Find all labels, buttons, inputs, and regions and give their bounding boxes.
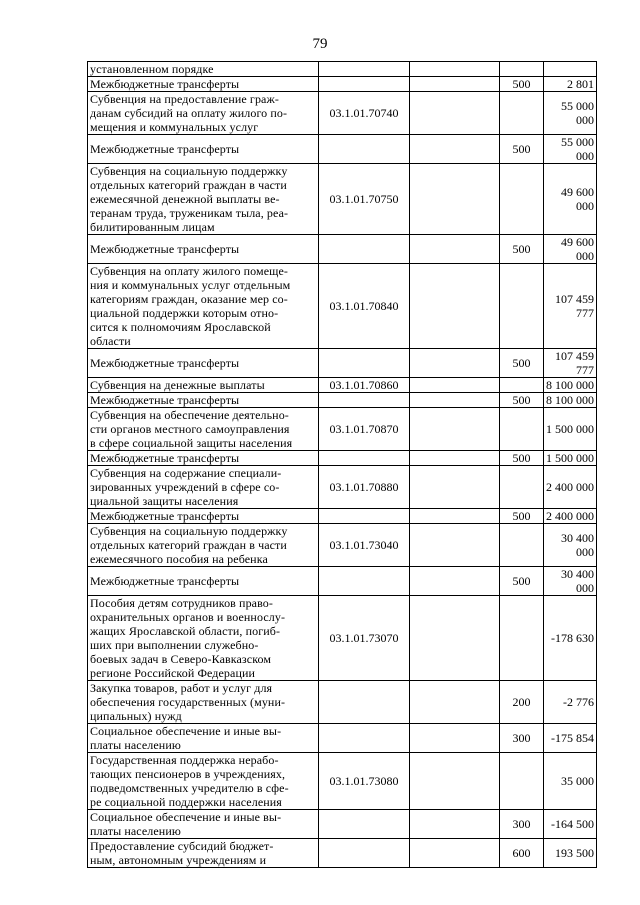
row-type-cell: 500	[500, 451, 544, 466]
table-row	[88, 235, 597, 264]
row-name-cell	[88, 349, 319, 378]
page-number: 79	[312, 36, 328, 52]
row-code-cell	[319, 135, 410, 164]
row-sum-cell: 2 400 000	[544, 466, 597, 509]
row-type-cell	[500, 62, 544, 77]
row-name-line: подведомственных учредителю в сфе-	[90, 781, 289, 795]
row-name-line: Субвенция на обеспечение деятельно-	[90, 408, 289, 422]
row-name-line: категориям граждан, оказание мер со-	[90, 292, 288, 306]
row-name-line: Межбюджетные трансферты	[90, 393, 240, 407]
row-empty-cell	[410, 408, 500, 451]
row-name-line: ших при выполнении служебно-	[90, 638, 259, 652]
row-type-cell: 500	[500, 509, 544, 524]
row-empty-cell	[410, 164, 500, 235]
row-code-cell: 03.1.01.73080	[319, 753, 410, 810]
row-name-line: ежемесячной денежной выплаты ве-	[90, 192, 280, 206]
row-sum-cell: 193 500	[544, 839, 597, 868]
row-name-line: боевых задач в Северо-Кавказском	[90, 652, 272, 666]
row-name-cell	[88, 235, 319, 264]
row-code-cell	[319, 235, 410, 264]
row-empty-cell	[410, 235, 500, 264]
table-row	[88, 596, 597, 681]
row-type-cell: 300	[500, 810, 544, 839]
table-row	[88, 62, 597, 77]
row-name-line: циальной поддержки которым отно-	[90, 306, 279, 320]
row-name-cell	[88, 724, 319, 753]
row-name-line: Субвенция на социальную поддержку	[90, 524, 288, 538]
row-name-line: Межбюджетные трансферты	[90, 509, 240, 523]
row-name-cell	[88, 524, 319, 567]
row-sum-cell: 55 000 000	[544, 135, 597, 164]
row-sum-cell: 30 400 000	[544, 524, 597, 567]
row-name-line: Субвенция на социальную поддержку	[90, 164, 288, 178]
row-sum-cell: 107 459 777	[544, 349, 597, 378]
row-empty-cell	[410, 681, 500, 724]
row-code-cell	[319, 509, 410, 524]
row-type-cell	[500, 264, 544, 349]
row-name-line: циальной защиты населения	[90, 494, 239, 508]
row-empty-cell	[410, 264, 500, 349]
row-empty-cell	[410, 77, 500, 92]
row-name-line: зированных учреждений в сфере со-	[90, 480, 280, 494]
row-name-line: сти органов местного самоуправления	[90, 422, 290, 436]
row-code-cell: 03.1.01.70880	[319, 466, 410, 509]
row-type-cell: 500	[500, 567, 544, 596]
row-name-line: Межбюджетные трансферты	[90, 574, 240, 588]
row-name-line: отдельных категорий граждан в части	[90, 538, 287, 552]
table-row	[88, 466, 597, 509]
row-name-line: данам субсидий на оплату жилого по-	[90, 106, 288, 120]
row-code-cell: 03.1.01.70750	[319, 164, 410, 235]
row-name-line: ежемесячного пособия на ребенка	[90, 552, 268, 566]
table-body	[88, 62, 597, 868]
row-name-cell	[88, 62, 319, 77]
row-type-cell: 500	[500, 135, 544, 164]
table-row	[88, 92, 597, 135]
table-row	[88, 567, 597, 596]
row-type-cell	[500, 408, 544, 451]
row-name-line: Межбюджетные трансферты	[90, 356, 240, 370]
row-code-cell	[319, 724, 410, 753]
row-name-line: Пособия детям сотрудников право-	[90, 596, 273, 610]
row-sum-cell: 107 459 777	[544, 264, 597, 349]
row-code-cell	[319, 810, 410, 839]
row-name-line: тающих пенсионеров в учреждениях,	[90, 767, 286, 781]
row-name-line: Межбюджетные трансферты	[90, 142, 240, 156]
row-name-line: отдельных категорий граждан в части	[90, 178, 287, 192]
row-sum-cell: 8 100 000	[544, 393, 597, 408]
row-code-cell	[319, 77, 410, 92]
row-type-cell	[500, 378, 544, 393]
table-row	[88, 753, 597, 810]
row-empty-cell	[410, 451, 500, 466]
table-row	[88, 810, 597, 839]
table-row	[88, 509, 597, 524]
row-sum-cell: 2 801	[544, 77, 597, 92]
row-name-cell	[88, 810, 319, 839]
row-name-line: установленном порядке	[90, 62, 214, 76]
row-code-cell: 03.1.01.70870	[319, 408, 410, 451]
row-name-line: платы населению	[90, 824, 181, 838]
table-row	[88, 135, 597, 164]
row-name-line: обеспечения государственных (муни-	[90, 695, 286, 709]
row-name-cell	[88, 567, 319, 596]
row-type-cell	[500, 524, 544, 567]
row-sum-cell: -2 776	[544, 681, 597, 724]
row-code-cell	[319, 567, 410, 596]
row-sum-cell: 35 000	[544, 753, 597, 810]
row-sum-cell	[544, 62, 597, 77]
row-name-cell	[88, 378, 319, 393]
row-code-cell	[319, 393, 410, 408]
row-type-cell	[500, 164, 544, 235]
row-name-line: сится к полномочиям Ярославской	[90, 320, 271, 334]
row-code-cell	[319, 62, 410, 77]
row-code-cell	[319, 451, 410, 466]
row-name-line: Закупка товаров, работ и услуг для	[90, 681, 273, 695]
row-empty-cell	[410, 378, 500, 393]
row-name-cell	[88, 451, 319, 466]
row-empty-cell	[410, 466, 500, 509]
row-name-line: Социальное обеспечение и иные вы-	[90, 810, 282, 824]
row-code-cell: 03.1.01.70740	[319, 92, 410, 135]
row-name-line: Предоставление субсидий бюджет-	[90, 839, 274, 853]
row-name-line: ципальных) нужд	[90, 709, 182, 723]
row-code-cell: 03.1.01.73070	[319, 596, 410, 681]
row-name-cell	[88, 408, 319, 451]
table-row	[88, 164, 597, 235]
table-row	[88, 264, 597, 349]
budget-table	[87, 61, 597, 868]
row-code-cell	[319, 839, 410, 868]
table-row	[88, 839, 597, 868]
row-empty-cell	[410, 753, 500, 810]
row-type-cell: 500	[500, 349, 544, 378]
row-type-cell	[500, 753, 544, 810]
row-type-cell: 500	[500, 77, 544, 92]
row-name-line: Субвенция на содержание специали-	[90, 466, 282, 480]
row-name-line: Межбюджетные трансферты	[90, 242, 240, 256]
table-row	[88, 681, 597, 724]
row-name-line: регионе Российской Федерации	[90, 666, 256, 680]
row-empty-cell	[410, 509, 500, 524]
row-empty-cell	[410, 724, 500, 753]
row-name-line: области	[90, 334, 131, 348]
row-type-cell	[500, 466, 544, 509]
table-row	[88, 408, 597, 451]
row-name-cell	[88, 753, 319, 810]
row-empty-cell	[410, 596, 500, 681]
row-code-cell: 03.1.01.70840	[319, 264, 410, 349]
row-type-cell: 500	[500, 235, 544, 264]
row-name-cell	[88, 839, 319, 868]
row-sum-cell: -175 854	[544, 724, 597, 753]
row-type-cell	[500, 596, 544, 681]
row-name-line: Субвенция на предоставление граж-	[90, 92, 279, 106]
row-code-cell	[319, 681, 410, 724]
row-name-line: Социальное обеспечение и иные вы-	[90, 724, 282, 738]
row-name-cell	[88, 164, 319, 235]
row-name-line: ным, автономным учреждениям и	[90, 853, 267, 867]
row-empty-cell	[410, 135, 500, 164]
row-sum-cell: 30 400 000	[544, 567, 597, 596]
row-name-cell	[88, 393, 319, 408]
row-empty-cell	[410, 349, 500, 378]
row-name-cell	[88, 509, 319, 524]
row-name-cell	[88, 681, 319, 724]
table-row	[88, 724, 597, 753]
table-row	[88, 524, 597, 567]
table-row	[88, 349, 597, 378]
row-name-line: ре социальной поддержки населения	[90, 795, 282, 809]
row-sum-cell: -164 500	[544, 810, 597, 839]
row-name-line: ния и коммунальных услуг отдельным	[90, 278, 291, 292]
row-name-cell	[88, 596, 319, 681]
table-row	[88, 393, 597, 408]
row-empty-cell	[410, 810, 500, 839]
row-sum-cell: 2 400 000	[544, 509, 597, 524]
row-sum-cell: -178 630	[544, 596, 597, 681]
row-empty-cell	[410, 567, 500, 596]
row-name-cell	[88, 264, 319, 349]
table-row	[88, 451, 597, 466]
row-sum-cell: 1 500 000	[544, 408, 597, 451]
row-name-line: в сфере социальной защиты населения	[90, 436, 293, 450]
row-code-cell: 03.1.01.70860	[319, 378, 410, 393]
row-name-line: Субвенция на денежные выплаты	[90, 378, 265, 392]
row-type-cell: 200	[500, 681, 544, 724]
row-name-cell	[88, 135, 319, 164]
row-type-cell: 600	[500, 839, 544, 868]
row-name-line: Государственная поддержка нерабо-	[90, 753, 279, 767]
row-name-cell	[88, 466, 319, 509]
row-type-cell	[500, 92, 544, 135]
row-code-cell	[319, 349, 410, 378]
row-name-line: платы населению	[90, 738, 181, 752]
row-name-line: охранительных органов и военнослу-	[90, 610, 286, 624]
row-code-cell: 03.1.01.73040	[319, 524, 410, 567]
row-name-line: теранам труда, труженикам тыла, реа-	[90, 206, 289, 220]
row-name-line: билитированным лицам	[90, 220, 215, 234]
row-name-cell	[88, 92, 319, 135]
row-name-line: Межбюджетные трансферты	[90, 451, 240, 465]
row-empty-cell	[410, 92, 500, 135]
row-sum-cell: 8 100 000	[544, 378, 597, 393]
row-type-cell: 300	[500, 724, 544, 753]
row-empty-cell	[410, 839, 500, 868]
row-name-line: жащих Ярославской области, погиб-	[90, 624, 281, 638]
row-sum-cell: 1 500 000	[544, 451, 597, 466]
row-empty-cell	[410, 393, 500, 408]
row-empty-cell	[410, 524, 500, 567]
row-type-cell: 500	[500, 393, 544, 408]
row-name-cell	[88, 77, 319, 92]
table-row	[88, 77, 597, 92]
row-sum-cell: 55 000 000	[544, 92, 597, 135]
row-name-line: мещения и коммунальных услуг	[90, 120, 259, 134]
row-name-line: Субвенция на оплату жилого помеще-	[90, 264, 289, 278]
row-empty-cell	[410, 62, 500, 77]
row-sum-cell: 49 600 000	[544, 164, 597, 235]
row-name-line: Межбюджетные трансферты	[90, 77, 240, 91]
row-sum-cell: 49 600 000	[544, 235, 597, 264]
table-row	[88, 378, 597, 393]
